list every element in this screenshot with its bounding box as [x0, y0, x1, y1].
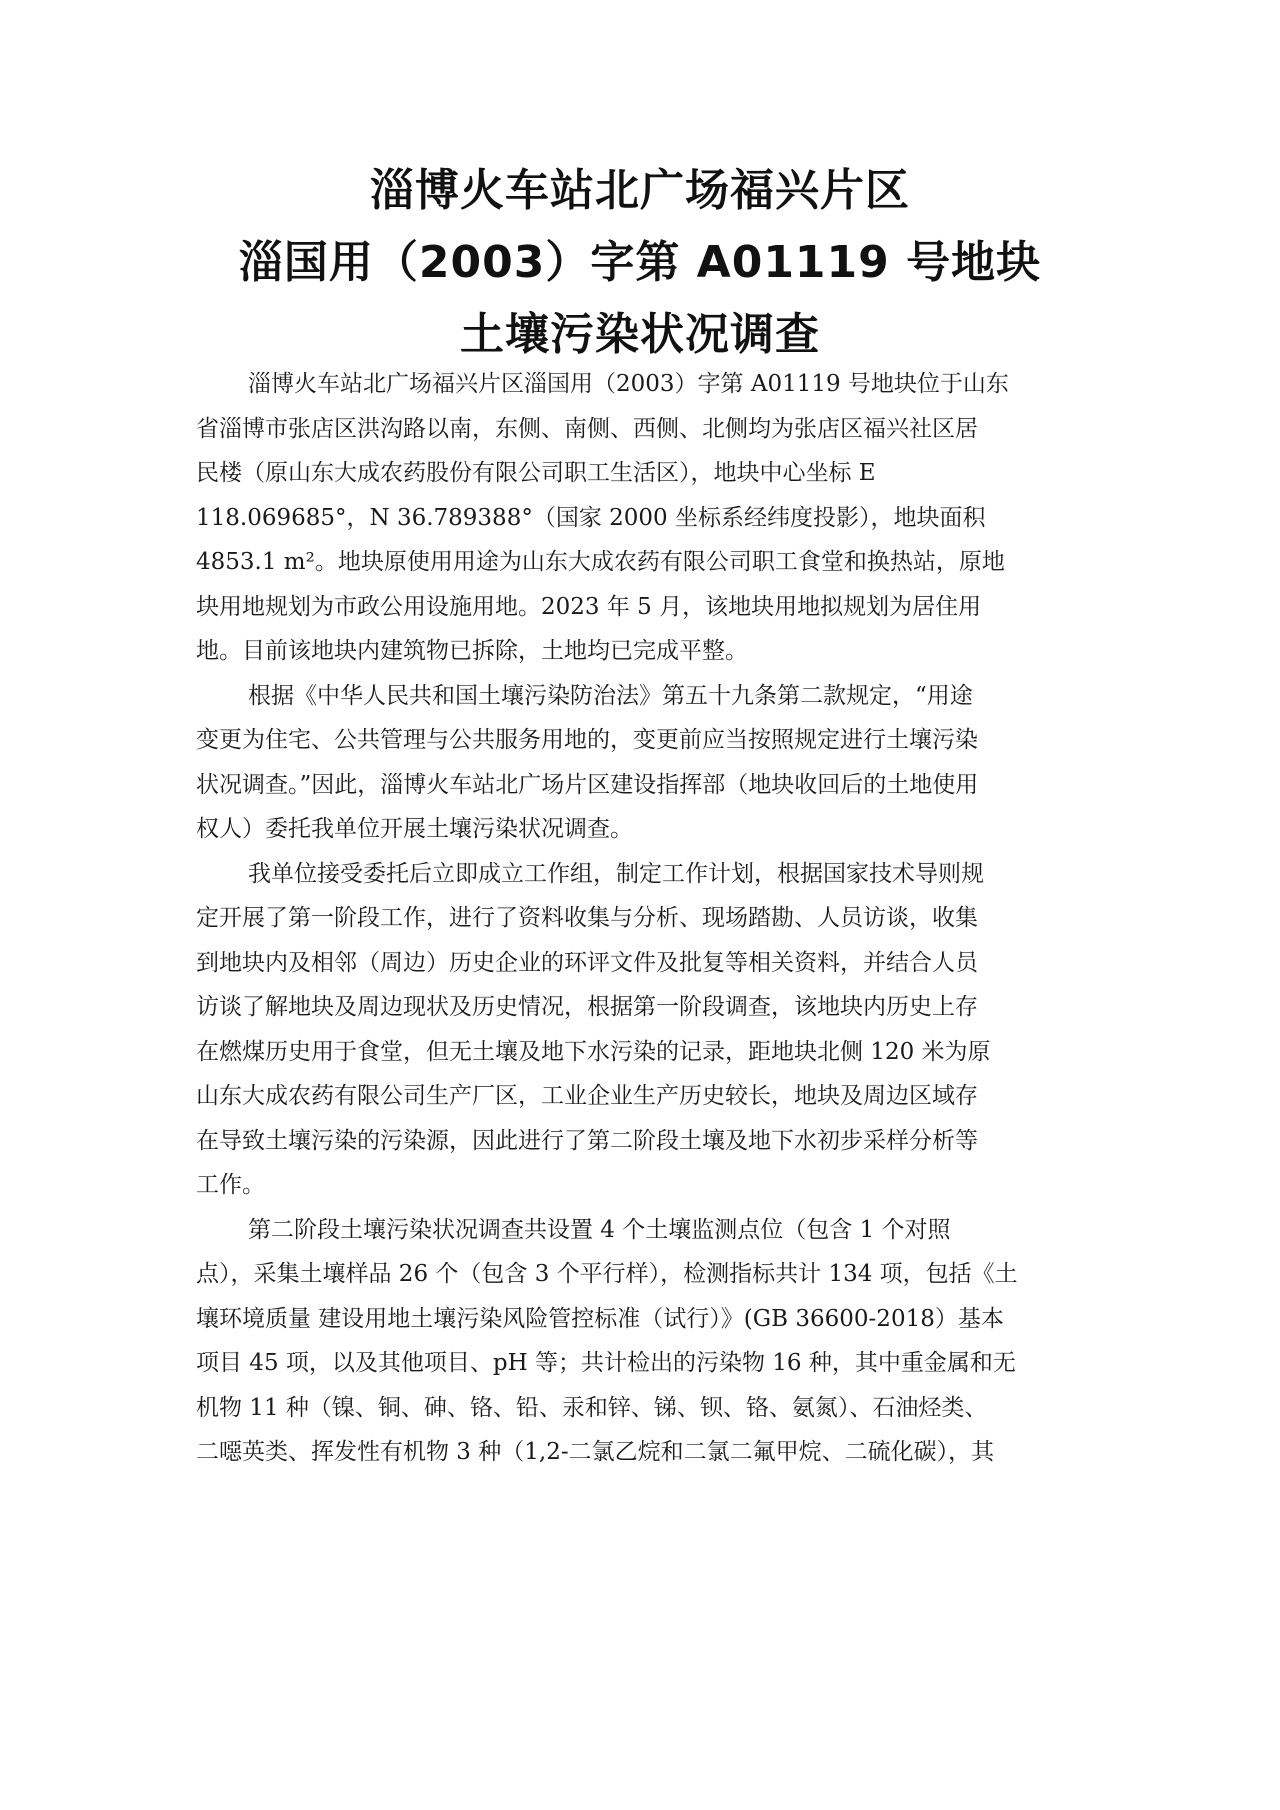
- paragraph-site-overview: [196, 362, 1086, 674]
- text-line: 访谈了解地块及周边现状及历史情况，根据第一阶段调查，该地块内历史上存: [196, 994, 978, 1020]
- title-line-2: 淄国用（2003）字第 A01119 号地块: [238, 237, 1042, 288]
- text-line: 地。目前该地块内建筑物已拆除，土地均已完成平整。: [196, 638, 748, 664]
- paragraph-phase-one: [196, 852, 1086, 1208]
- text-line: 项目 45 项，以及其他项目、pH 等；共计检出的污染物 16 种，其中重金属和无: [196, 1350, 1016, 1376]
- text-line: 变更为住宅、公共管理与公共服务用地的，变更前应当按照规定进行土壤污染: [196, 727, 978, 753]
- paragraph-phase-two: [196, 1208, 1086, 1475]
- text-line: 到地块内及相邻（周边）历史企业的环评文件及批复等相关资料，并结合人员: [196, 949, 978, 976]
- text-line: 118.069685°，N 36.789388°（国家 2000 坐标系经纬度投影），地块面积: [196, 504, 986, 531]
- title-line-3: 土壤污染状况调查: [460, 309, 820, 360]
- paragraph-legal-basis: [196, 674, 1086, 852]
- text-line: 工作。: [196, 1172, 265, 1198]
- text-line: 山东大成农药有限公司生产厂区，工业企业生产历史较长，地块及周边区域存: [196, 1083, 978, 1109]
- text-line: 机物 11 种（镍、铜、砷、铬、铅、汞和锌、锑、钡、铬、氨氮）、石油烃类、: [196, 1394, 988, 1421]
- text-line: 民楼（原山东大成农药股份有限公司职工生活区），地块中心坐标 E: [196, 460, 876, 486]
- text-line: 块用地规划为市政公用设施用地。2023 年 5 月，该地块用地拟规划为居住用: [196, 593, 982, 620]
- text-line: 4853.1 m²。地块原使用用途为山东大成农药有限公司职工食堂和换热站，原地: [196, 549, 1005, 575]
- text-line: 淄博火车站北广场福兴片区淄国用（2003）字第 A01119 号地块位于山东: [248, 371, 1009, 397]
- text-line: 点），采集土壤样品 26 个（包含 3 个平行样），检测指标共计 134 项，包括《土: [196, 1261, 1018, 1287]
- text-line: 在燃煤历史用于食堂，但无土壤及地下水污染的记录，距地块北侧 120 米为原: [196, 1038, 991, 1065]
- text-line: 壤环境质量 建设用地土壤污染风险管控标准（试行）》(GB 36600-2018）基本: [196, 1305, 1004, 1332]
- text-line: 根据《中华人民共和国土壤污染防治法》第五十九条第二款规定，“用途: [248, 682, 973, 709]
- text-line: 省淄博市张店区洪沟路以南，东侧、南侧、西侧、北侧均为张店区福兴社区居: [196, 415, 978, 442]
- text-line: 第二阶段土壤污染状况调查共设置 4 个土壤监测点位（包含 1 个对照: [248, 1216, 951, 1243]
- text-line: 二噁英类、挥发性有机物 3 种（1,2-二氯乙烷和二氯二氟甲烷、二硫化碳），其: [196, 1439, 995, 1465]
- text-line: 在导致土壤污染的污染源，因此进行了第二阶段土壤及地下水初步采样分析等: [196, 1127, 978, 1154]
- text-line: 我单位接受委托后立即成立工作组，制定工作计划，根据国家技术导则规: [248, 860, 984, 887]
- text-line: 定开展了第一阶段工作，进行了资料收集与分析、现场踏勘、人员访谈，收集: [196, 905, 978, 931]
- document-body: [196, 362, 1086, 1475]
- text-line: 状况调查。”因此，淄博火车站北广场片区建设指挥部（地块收回后的土地使用: [196, 771, 979, 798]
- document-title: [0, 155, 1280, 371]
- text-line: 权人）委托我单位开展土壤污染状况调查。: [196, 816, 633, 842]
- title-line-1: 淄博火车站北广场福兴片区: [370, 165, 910, 216]
